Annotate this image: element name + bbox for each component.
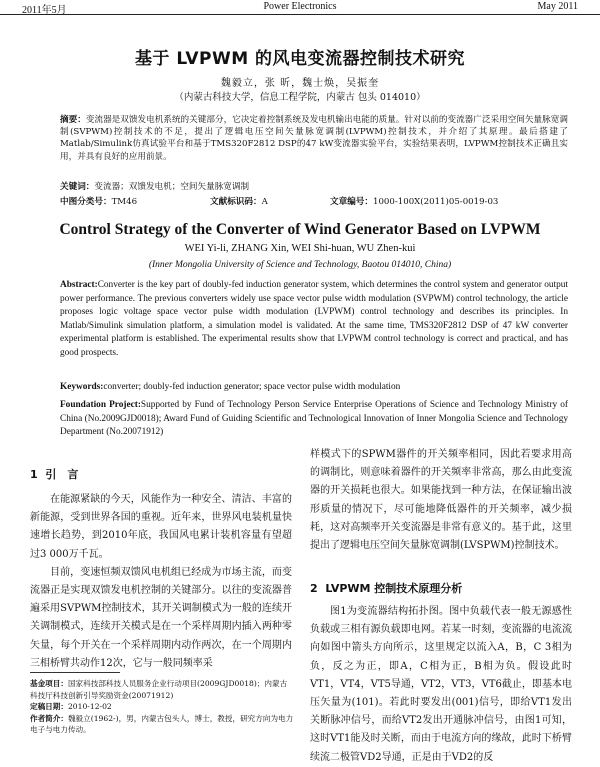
keywords-cn-text: 变流器；双馈发电机；空间矢量脉宽调制 xyxy=(94,182,250,192)
paragraph: 在能源紧缺的今天，风能作为一种安全、清洁、丰富的新能源，受到世界各国的重视。近年来，世界风电装机量快速增长趋势，到2010年底，我国风电累计装机容量有望超过3 000万千瓦。 xyxy=(30,494,292,560)
affiliation-cn: （内蒙古科技大学，信息工程学院，内蒙古 包头 014010） xyxy=(174,92,426,103)
keywords-en xyxy=(60,382,568,392)
clc-label: 中图分类号： xyxy=(60,197,112,207)
section-2-title: LVPWM 控制技术原理分析 xyxy=(325,582,463,595)
abstract-cn-text: 变流器是双馈发电机系统的关键部分，它决定着控制系统及发电机输出电能的质量。针对以前的变流器广泛采用空间矢量脉宽调制(SVPWM)控制技术的不足，提出了逻辑电压空间矢量脉宽调制(LVPWM)控制技术，并介绍了其原理。最后搭建了Matlab/Simulink仿真试验平台和基于TMS320F2812 DSP的47 kW变流器实验平台，实验结果表明，LVPWM控制技术正确且实用，并具有良好的应用前景。 xyxy=(60,115,568,162)
header-journal: Power Electronics xyxy=(263,1,337,12)
paragraph: 目前，变速恒频双馈风电机组已经成为市场主流，而变流器正是实现双馈发电机控制的关键部分。以往的变流器普遍采用SVPWM控制技术，其开关调制模式为一般的连续开关调制模式，连续开关模式是在一个采样周期内插入两种零矢量，每个开关在一个采样周期内动作两次，在一个周期内三相桥臂共动作12次，它与一般同频率采 xyxy=(30,566,292,669)
keywords-cn-label: 关键词： xyxy=(60,182,95,192)
section-1-title: 引 言 xyxy=(45,468,79,481)
foundation-en-label: Foundation Project: xyxy=(60,400,141,410)
running-header xyxy=(0,0,600,15)
header-date-en: May 2011 xyxy=(537,1,578,12)
header-date-cn: 2011年5月 xyxy=(22,5,67,16)
fund-text: 国家科技部科技人员服务企业行动项目(2009GJD0018)；内蒙古科技厅科技创新引导奖励资金(20071912) xyxy=(30,679,288,700)
left-column-body xyxy=(30,491,292,673)
keywords-en-text: converter; doubly-fed induction generator; space vector pulse width modulation xyxy=(103,382,401,392)
author-text: 魏毅立(1962-)，男，内蒙古包头人，博士，教授，研究方向为电力电子与电力传动。 xyxy=(30,713,294,735)
keywords-en-label: Keywords: xyxy=(60,382,104,392)
paragraph: 图1为变流器结构拓扑图。图中负载代表一般无源感性负载或三相有源负载即电网。若某一时刻，变流器的电流流向如图中箭头方向所示，这里规定以流入A，B，C 3相为负，反之为正，即A，C相为正，B相为负。假设此时VT1，VT4，VT5导通，VT2，VT3，VT6截止，即基本电压矢量为(101)。若此时要发出(001)信号，即给VT1发出关断脉冲信号，而给VT2发出开通脉冲信号，由图1可知，这时VT1能及时关断，而由于电流方向的缘故，此时下桥臂续流二极管VD2导通，正是由于VD2的反 xyxy=(310,606,572,763)
fund-label: 基金项目： xyxy=(30,679,68,688)
section-heading-2 xyxy=(310,580,462,596)
paragraph: 样模式下的SPWM器件的开关频率相同，因此若要求用高的调制比，则意味着器件的开关频率非常高，那么由此变流器的开关损耗也很大。如果能找到一种方法，在保证输出波形质量的情况下，尽可能地降低器件的开关频率，减少损耗，这对高频率开关变流器是非常有意义的。基于此，这里提出了逻辑电压空间矢量脉宽调制(LVSPWM)控制技术。 xyxy=(310,449,572,552)
classification-row xyxy=(60,195,568,207)
right-column-section-2 xyxy=(310,603,572,767)
right-column-continued xyxy=(310,446,572,555)
footnote xyxy=(30,678,294,736)
section-1-number: 1 xyxy=(30,468,38,481)
foundation-project-en xyxy=(60,399,568,440)
footnote-fund xyxy=(30,678,294,701)
doc-code-label: 文献标识码： xyxy=(210,197,262,207)
date-text: 2010-12-02 xyxy=(67,702,112,712)
footnote-author xyxy=(30,713,294,736)
paper-title-cn: 基于 LVPWM 的风电变流器控制技术研究 xyxy=(134,49,466,69)
doc-code-value: A xyxy=(261,197,268,207)
abstract-en-text: Converter is the key part of doubly-fed induction generator system, which determines the control system and generator output power performance. The previous converters widely use space vector pulse width modulation (SVPWM) control technology, the article proposes logic voltage space vector pulse width modulation (LVPWM) control technology and describes its principles. In Matlab/Simulink simulation platform, a simulation model is validated. At the same time, TMS320F2812 DSP of 47 kW converter experimental platform is established. The experimental results show that LVPWM control technology is correct and practical, and has good prospects. xyxy=(60,280,568,358)
foundation-en-text: Supported by Fund of Technology Person Service Enterprise Operations of Science and Technology Ministry of China (No.2009GJD0018); Award Fund of Guiding Scientific and Technological Innovation of Inner Mongolia Science and Technology Department (No.20071912) xyxy=(60,400,568,438)
section-heading-1 xyxy=(30,466,78,482)
abstract-cn xyxy=(60,114,568,163)
authors-cn: 魏毅立，张 昕，魏士焕，吴振奎 xyxy=(220,78,380,89)
abstract-cn-label: 摘要： xyxy=(60,115,86,125)
article-number-value: 1000-100X(2011)05-0019-03 xyxy=(372,197,499,207)
footnote-divider xyxy=(30,672,120,673)
abstract-en-label: Abstract: xyxy=(60,280,98,290)
section-2-number: 2 xyxy=(310,582,318,595)
footnote-date xyxy=(30,701,294,713)
abstract-en xyxy=(60,279,568,361)
date-label: 定稿日期： xyxy=(30,702,68,712)
affiliation-en: (Inner Mongolia University of Science and Technology, Baotou 014010, China) xyxy=(148,260,452,270)
authors-en: WEI Yi-li, ZHANG Xin, WEI Shi-huan, WU Zhen-kui xyxy=(184,243,416,254)
keywords-cn xyxy=(60,180,568,192)
author-label: 作者简介： xyxy=(30,713,68,723)
clc-value: TM46 xyxy=(111,197,138,207)
article-number-label: 文章编号： xyxy=(330,197,373,207)
paper-title-en: Control Strategy of the Converter of Wind Generator Based on LVPWM xyxy=(59,221,541,238)
